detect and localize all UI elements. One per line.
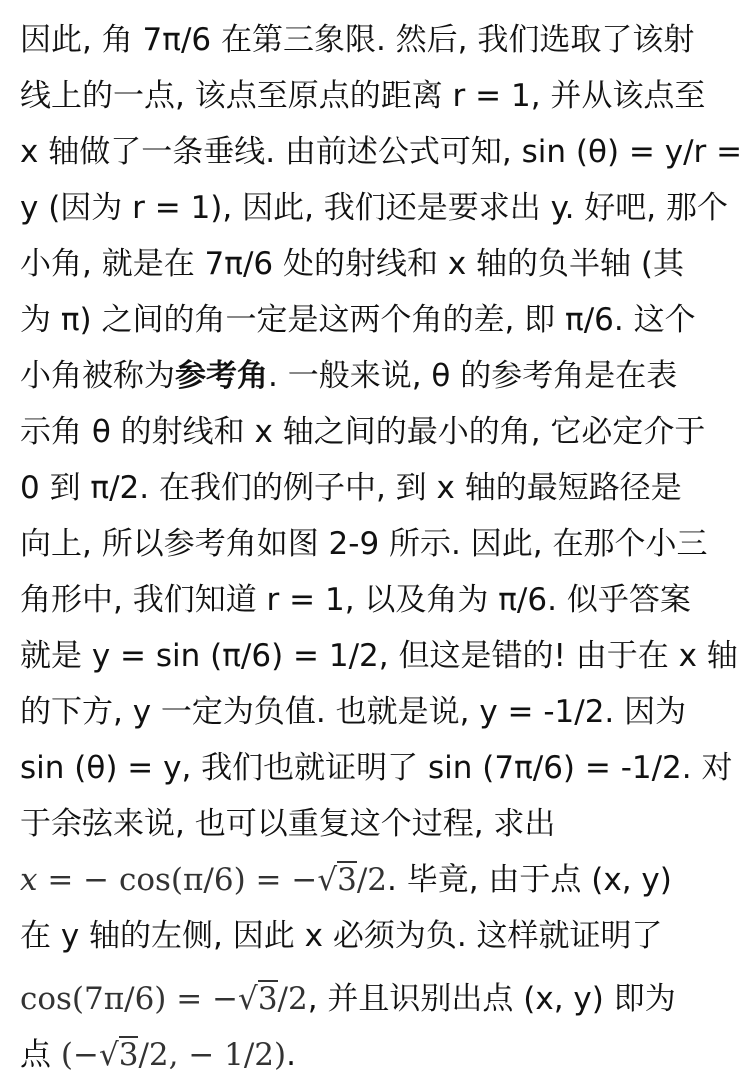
text-line [20, 237, 684, 291]
radical-sign-icon: √ [238, 981, 258, 1017]
text-line [20, 517, 707, 571]
math-text: = − cos(π/6) = − [37, 862, 318, 898]
text-segment: . 毕竟, 由于点 (x, y) [387, 862, 672, 898]
text-line [20, 13, 694, 67]
text-segment: 线上的一点, 该点至原点的距离 r = 1, 并从该点至 [20, 78, 706, 114]
math-expression-eq3 [61, 1037, 286, 1073]
text-segment: y (因为 r = 1), 因此, 我们还是要求出 y. 好吧, 那个 [20, 190, 729, 226]
text-segment: 在 y 轴的左侧, 因此 x 必须为负. 这样就证明了 [20, 918, 663, 954]
math-text: (− [60, 1037, 99, 1073]
text-line [20, 293, 696, 347]
text-segment: 0 到 π/2. 在我们的例子中, 到 x 轴的最短路径是 [20, 470, 682, 506]
text-line [20, 181, 728, 235]
text-segment: 于余弦来说, 也可以重复这个过程, 求出 [20, 806, 556, 842]
text-line [20, 853, 672, 907]
text-segment: , 并且识别出点 (x, y) 即为 [307, 981, 676, 1017]
radicand: 3 [337, 862, 357, 898]
text-line [20, 1028, 296, 1082]
text-segment: 为 π) 之间的角一定是这两个角的差, 即 π/6. 这个 [20, 302, 696, 338]
text-line [20, 972, 676, 1026]
text-segment: 小角, 就是在 7π/6 处的射线和 x 轴的负半轴 (其 [20, 246, 684, 282]
text-line [20, 797, 555, 851]
text-line [20, 69, 705, 123]
text-segment: . [286, 1037, 296, 1073]
radicand: 3 [257, 981, 278, 1017]
math-text: /2 [277, 981, 308, 1017]
radical-sign-icon: √ [98, 1037, 119, 1073]
math-expression-eq1 [20, 862, 387, 898]
text-line [20, 629, 738, 683]
text-segment: 点 [20, 1037, 61, 1073]
text-line [20, 573, 691, 627]
text-line [20, 685, 686, 739]
text-line [20, 125, 742, 179]
math-text: /2, − 1/2) [138, 1037, 287, 1073]
text-segment: 的下方, y 一定为负值. 也就是说, y = -1/2. 因为 [20, 694, 687, 730]
text-line [20, 741, 733, 795]
sqrt-symbol [317, 853, 357, 907]
text-line [20, 909, 663, 963]
sqrt-symbol [99, 1028, 139, 1082]
math-variable-x: x [20, 862, 38, 898]
radicand: 3 [118, 1037, 139, 1073]
math-expression-eq2 [20, 981, 308, 1017]
math-text: /2 [356, 862, 387, 898]
text-line [20, 405, 705, 459]
text-segment: 示角 θ 的射线和 x 轴之间的最小的角, 它必定介于 [20, 414, 706, 450]
text-segment: x 轴做了一条垂线. 由前述公式可知, sin (θ) = y/r = [20, 134, 743, 170]
text-segment: 角形中, 我们知道 r = 1, 以及角为 π/6. 似乎答案 [20, 582, 691, 618]
text-segment: . 一般来说, θ 的参考角是在表 [268, 358, 678, 394]
text-segment: 向上, 所以参考角如图 2-9 所示. 因此, 在那个小三 [20, 526, 708, 562]
sqrt-symbol [238, 972, 278, 1026]
bold-term: 参考角 [175, 358, 268, 394]
text-segment: 因此, 角 7π/6 在第三象限. 然后, 我们选取了该射 [20, 22, 695, 58]
text-segment: 就是 y = sin (π/6) = 1/2, 但这是错的! 由于在 x 轴 [20, 638, 738, 674]
text-segment: 小角被称为 [20, 358, 175, 394]
text-line [20, 349, 677, 403]
text-segment: sin (θ) = y, 我们也就证明了 sin (7π/6) = -1/2. 对 [20, 750, 733, 786]
text-line [20, 461, 682, 515]
radical-sign-icon: √ [317, 862, 338, 898]
math-text: cos(7π/6) = − [20, 981, 239, 1017]
